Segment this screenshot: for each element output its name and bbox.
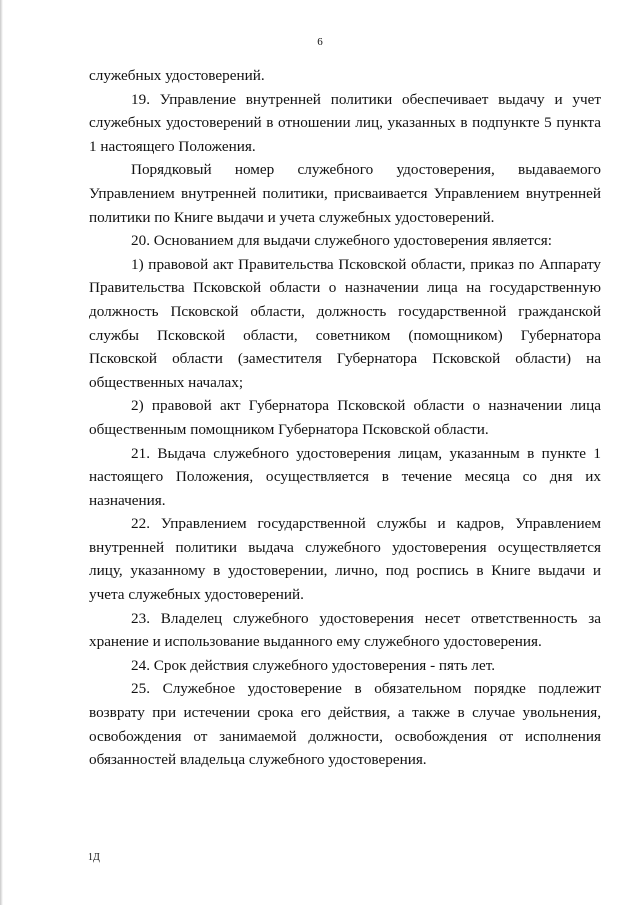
paragraph-item-21: 21. Выдача служебного удостоверения лицам, указанным в пункте 1 настоящего Положения, осуществляется в течение месяца со дня их назначения. [89,444,601,509]
paragraph-continuation: служебных удостоверений. [89,67,265,84]
page-number: 6 [317,36,323,48]
document-body [89,64,601,772]
paragraph-item-24: 24. Срок действия служебного удостоверения - пять лет. [131,656,496,674]
paragraph-item-20-subitem-2: 2) правовой акт Губернатора Псковской области о назначении лица общественным помощником Губернатора Псковской области. [89,397,601,438]
paragraph-item-20-subitem-1: 1) правовой акт Правительства Псковской области, приказ по Аппарату Правительства Псковской области о назначении лица на государственную должность Псковской области, должность государственной гражданской службы Псковской области, советником (помощником) Губернатора Псковской области (заместителя Губернатора Псковской области) на общественных началах; [89,255,601,391]
paragraph-item-22: 22. Управлением государственной службы и кадров, Управлением внутренней политики выдача служебного удостоверения осуществляется лицу, указанному в удостоверении, лично, под роспись в Книге выдачи и учета служебных удостоверений. [89,515,601,604]
paragraph-item-20: 20. Основанием для выдачи служебного удостоверения является: [131,232,552,250]
footer-code: 1Д [88,852,100,863]
scan-edge-shadow [0,0,3,905]
paragraph-item-19-serial-number: Порядковый номер служебного удостоверения, выдаваемого Управлением внутренней политики, присваивается Управлением внутренней политики по Книге выдачи и учета служебных удостоверений. [89,161,601,226]
paragraph-item-19: 19. Управление внутренней политики обеспечивает выдачу и учет служебных удостоверений в отношении лиц, указанных в подпункте 5 пункта 1 настоящего Положения. [89,90,601,155]
paragraph-item-25: 25. Служебное удостоверение в обязательном порядке подлежит возврату при истечении срока его действия, а также в случае увольнения, освобождения от занимаемой должности, освобождения от исполнения обязанностей владельца служебного удостоверения. [89,680,601,769]
paragraph-item-23: 23. Владелец служебного удостоверения несет ответственность за хранение и использование выданного ему служебного удостоверения. [89,609,601,651]
